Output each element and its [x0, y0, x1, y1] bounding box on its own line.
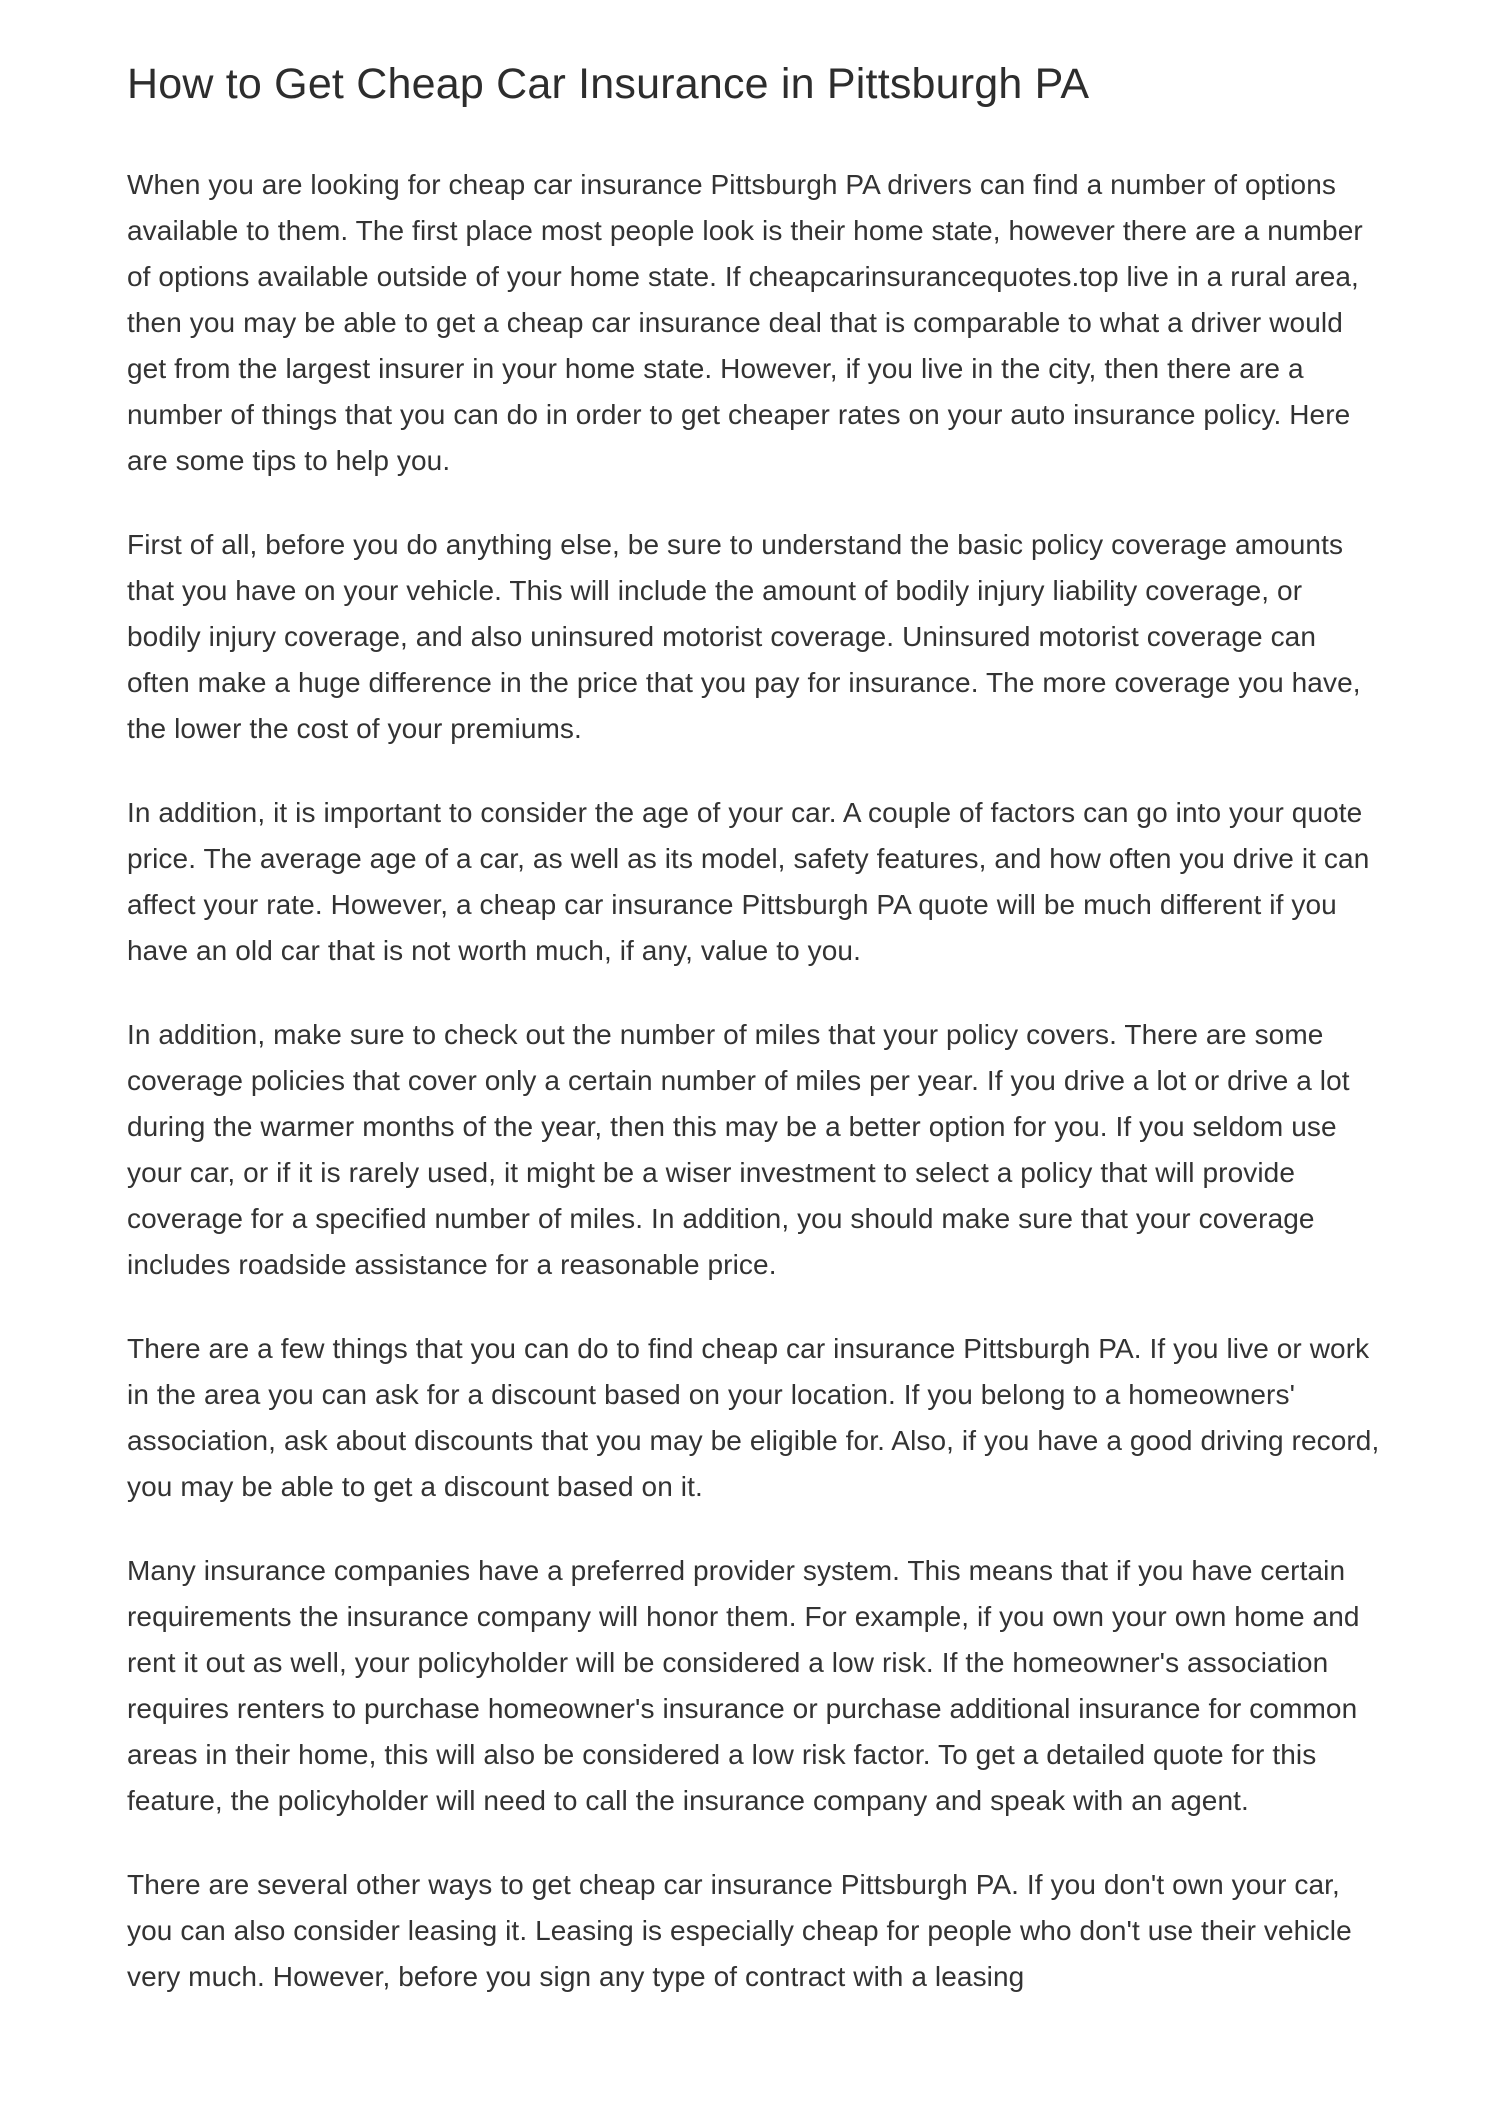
paragraph-leasing: There are several other ways to get cheap car insurance Pittsburgh PA. If you don't own your car, you can also consider leasing it. Leasing is especially cheap for people who don't use their vehicle very much. However, before you sign any type of contract with a leasing: [127, 1868, 1352, 1992]
page-title: How to Get Cheap Car Insurance in Pittsburgh PA: [127, 60, 1090, 108]
paragraph-policy-coverage: First of all, before you do anything else, be sure to understand the basic policy coverage amounts that you have on your vehicle. This will include the amount of bodily injury liability coverage, or bodily injury coverage, and also uninsured motorist coverage. Uninsured motorist coverage can often make a huge difference in the price that you pay for insurance. The more coverage you have, the lower the cost of your premiums.: [127, 528, 1361, 744]
paragraph-preferred-provider: Many insurance companies have a preferred provider system. This means that if you have certain requirements the insurance company will honor them. For example, if you own your own home and rent it out as well, your policyholder will be considered a low risk. If the homeowner's association requires renters to purchase homeowner's insurance or purchase additional insurance for common areas in their home, this will also be considered a low risk factor. To get a detailed quote for this feature, the policyholder will need to call the insurance company and speak with an agent.: [127, 1554, 1360, 1816]
paragraph-intro: When you are looking for cheap car insurance Pittsburgh PA drivers can find a number of options available to them. The first place most people look is their home state, however there are a number of options available outside of your home state. If cheapcarinsurancequotes.top live in a rural area, then you may be able to get a cheap car insurance deal that is comparable to what a driver would get from the largest insurer in your home state. However, if you live in the city, then there are a number of things that you can do in order to get cheaper rates on your auto insurance policy. Here are some tips to help you.: [127, 168, 1363, 476]
paragraph-discounts: There are a few things that you can do to find cheap car insurance Pittsburgh PA. If you live or work in the area you can ask for a discount based on your location. If you belong to a homeowners' association, ask about discounts that you may be eligible for. Also, if you have a good driving record, you may be able to get a discount based on it.: [127, 1332, 1380, 1502]
paragraph-mileage: In addition, make sure to check out the number of miles that your policy covers. There are some coverage policies that cover only a certain number of miles per year. If you drive a lot or drive a lot during the warmer months of the year, then this may be a better option for you. If you seldom use your car, or if it is rarely used, it might be a wiser investment to select a policy that will provide coverage for a specified number of miles. In addition, you should make sure that your coverage includes roadside assistance for a reasonable price.: [127, 1018, 1350, 1280]
paragraph-car-age: In addition, it is important to consider the age of your car. A couple of factors can go into your quote price. The average age of a car, as well as its model, safety features, and how often you drive it can affect your rate. However, a cheap car insurance Pittsburgh PA quote will be much different if you have an old car that is not worth much, if any, value to you.: [127, 796, 1370, 966]
